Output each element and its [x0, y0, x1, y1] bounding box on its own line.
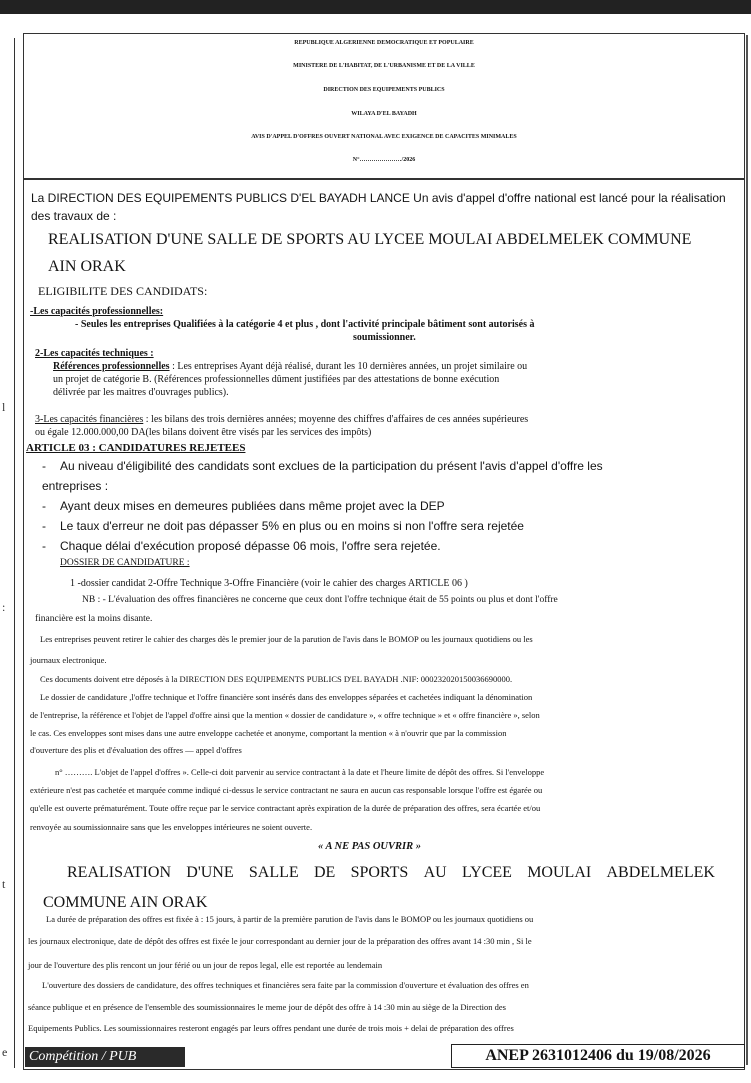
body-line: n° ………. L'objet de l'appel d'offres ». Celle-ci doit parvenir au service contractant à la date et l'heure limite de dépôt des offres. Si l'enveloppe	[55, 767, 545, 777]
project-word: LYCEE	[461, 864, 512, 881]
body-line: d'ouverture des plis et d'évaluation des offres — appel d'offres	[30, 745, 242, 755]
tech-capacities-text-2: un projet de catégorie B. (Références professionnelles dûment justifiées par des attestations de bonne exécution	[53, 374, 500, 385]
tech-capacities-text-1: Références professionnelles : Les entreprises Ayant déjà réalisé, durant les 10 dernières années, un projet similaire ou	[53, 361, 528, 372]
rejection-bullet: - Ayant deux mises en demeures publiées dans même projet avec la DEP	[42, 499, 445, 513]
ne-pas-ouvrir: « A NE PAS OUVRIR »	[318, 841, 421, 852]
fin-capacities-text-2: ou égale 12.000.000,00 DA(les bilans doivent être visés par les services des impôts)	[35, 427, 372, 438]
body-line: extérieure n'est pas cachetée et marquée comme indiqué ci-dessus le service contractant ne saura en aucun cas responsable lorsque l'offre est égarée ou	[30, 785, 543, 795]
project-word: REALISATION	[67, 864, 171, 881]
body-line: de l'entreprise, la référence et l'objet de l'appel d'offre ainsi que la mention « dossier de candidature », « offre technique » et « offre financière », selon	[30, 710, 540, 720]
top-black-bar	[0, 0, 751, 14]
project-word: SALLE	[248, 864, 299, 881]
dossier-heading: DOSSIER DE CANDIDATURE :	[60, 558, 190, 568]
project-word: ABDELMELEK	[606, 864, 715, 881]
tech-capacities-heading: 2-Les capacités techniques :	[35, 348, 154, 359]
pro-capacities-text-1: - Seules les entreprises Qualifiées à la catégorie 4 et plus , dont l'activité principale bâtiment sont autorisés à	[75, 319, 535, 330]
closing-line: Equipements Publics. Les soumissionnaires resteront engagés par leurs offres pendant une durée de trois mois + delai de préparation des offres	[28, 1023, 514, 1033]
project-title-repeat-line-2: COMMUNE AIN ORAK	[43, 894, 208, 911]
rejection-bullet: - Au niveau d'éligibilité des candidats sont exclues de la participation du présent l'avis d'appel d'offre les	[42, 459, 603, 473]
body-line: qu'elle est ouverte prématurément. Toute offre reçue par le service contractant après expiration de la durée de préparation des offres, sera écartée et/ou	[30, 803, 541, 813]
body-line: Ces documents doivent etre déposés à la DIRECTION DES EQUIPEMENTS PUBLICS D'EL BAYADH .NIF: 000232020150036690000.	[40, 674, 513, 684]
body-line: le cas. Ces enveloppes sont mises dans une autre enveloppe cachetée et anonyme, comportant la mention « à n'ouvrir que par la commission	[30, 728, 507, 738]
dossier-items: 1 -dossier candidat 2-Offre Technique 3-Offre Financière (voir le cahier des charges ARTICLE 06 )	[70, 578, 468, 589]
pro-capacities-text-2: soumissionner.	[353, 332, 416, 343]
body-line: Les entreprises peuvent retirer le cahier des charges dès le premier jour de la parution de l'avis dans le BOMOP ou les journaux quotidiens ou les	[40, 634, 533, 644]
right-edge-rule	[746, 35, 748, 1065]
header-line-4: WILAYA D'EL BAYADH	[351, 111, 417, 117]
header-line-5: AVIS D'APPEL D'OFFRES OUVERT NATIONAL AVEC EXIGENCE DE CAPACITES MINIMALES	[251, 134, 517, 140]
article-03-heading: ARTICLE 03 : CANDIDATURES REJETEES	[26, 442, 246, 454]
pro-capacities-heading: -Les capacités professionnelles:	[30, 306, 164, 317]
closing-line: jour de l'ouverture des plis rencont un jour férié ou un jour de repos legal, elle est reportée au lendemain	[28, 960, 383, 970]
header-line-3: DIRECTION DES EQUIPEMENTS PUBLICS	[323, 87, 445, 93]
intro-text: La DIRECTION DES EQUIPEMENTS PUBLICS D'EL BAYADH LANCE Un avis d'appel d'offre national est lancé pour la réalisation des travaux de :	[31, 191, 726, 223]
project-word: MOULAI	[527, 864, 592, 881]
closing-line: les journaux electronique, date de dépôt des offres est fixée le jour correspondant au dernier jour de la préparation des offres avant 14 :30 min , Si le	[28, 936, 532, 946]
closing-line: séance publique et en présence de l'ensemble des soumissionnaires le meme jour de dépôt des offre à 14 :30 min au siège de la Direction des	[28, 1002, 506, 1012]
edge-mark: :	[2, 600, 6, 614]
project-title-line-1: REALISATION D'UNE SALLE DE SPORTS AU LYCEE MOULAI ABDELMELEK COMMUNE	[48, 231, 692, 248]
rejection-bullet-continued: entreprises :	[42, 479, 109, 493]
header-line-1: REPUBLIQUE ALGERIENNE DEMOCRATIQUE ET POPULAIRE	[294, 40, 474, 46]
rejection-bullet: - Chaque délai d'exécution proposé dépasse 06 mois, l'offre sera rejetée.	[42, 539, 441, 553]
project-word: SPORTS	[350, 864, 409, 881]
body-line: Le dossier de candidature ,l'offre technique et l'offre financière sont insérés dans des enveloppes séparées et cachetées indiquant la dénomination	[40, 692, 533, 702]
rejection-bullet: - Le taux d'erreur ne doit pas dépasser 5% en plus ou en moins si non l'offre sera rejetée	[42, 519, 524, 533]
edge-mark: l	[2, 400, 6, 414]
header-line-6: N°…………………/2026	[352, 157, 416, 163]
body-line: journaux electronique.	[30, 655, 107, 665]
footer-category-label: Compétition / PUB	[25, 1047, 185, 1067]
project-title-repeat-line-1	[67, 864, 715, 882]
edge-mark: t	[2, 877, 6, 891]
fin-capacities-text-1: 3-Les capacités financières : les bilans des trois dernières années; moyenne des chiffres d'affaires de ces années supérieures	[35, 414, 529, 425]
closing-line: L'ouverture des dossiers de candidature, des offres techniques et financières sera faite par la commission d'ouverture et évaluation des offres en	[42, 980, 529, 990]
nb-text-1: NB : - L'évaluation des offres financières ne concerne que ceux dont l'offre technique était de 55 points ou plus et dont l'offre	[82, 595, 558, 605]
header-line-2: MINISTERE DE L'HABITAT, DE L'URBANISME ET DE LA VILLE	[293, 63, 475, 69]
eligibility-heading: ELIGIBILITE DES CANDIDATS:	[38, 284, 208, 298]
tech-capacities-text-3: délivrée par les maitres d'ouvrages publics).	[53, 387, 229, 398]
closing-line: La durée de préparation des offres est fixée à : 15 jours, à partir de la première parution de l'avis dans le BOMOP ou les journaux quotidiens ou	[46, 914, 534, 924]
project-word: AU	[423, 864, 447, 881]
footer-anep-reference: ANEP 2631012406 du 19/08/2026	[451, 1044, 745, 1068]
edge-mark: e	[2, 1045, 8, 1059]
left-column-rule	[0, 38, 15, 1068]
header-divider	[23, 178, 745, 180]
project-title-line-2: AIN ORAK	[48, 258, 126, 275]
body-line: renvoyée au soumissionnaire sans que les enveloppes intérieures ne soient ouverte.	[30, 822, 313, 832]
nb-text-2: financière est la moins disante.	[35, 614, 153, 624]
project-word: DE	[313, 864, 336, 881]
project-word: D'UNE	[186, 864, 234, 881]
